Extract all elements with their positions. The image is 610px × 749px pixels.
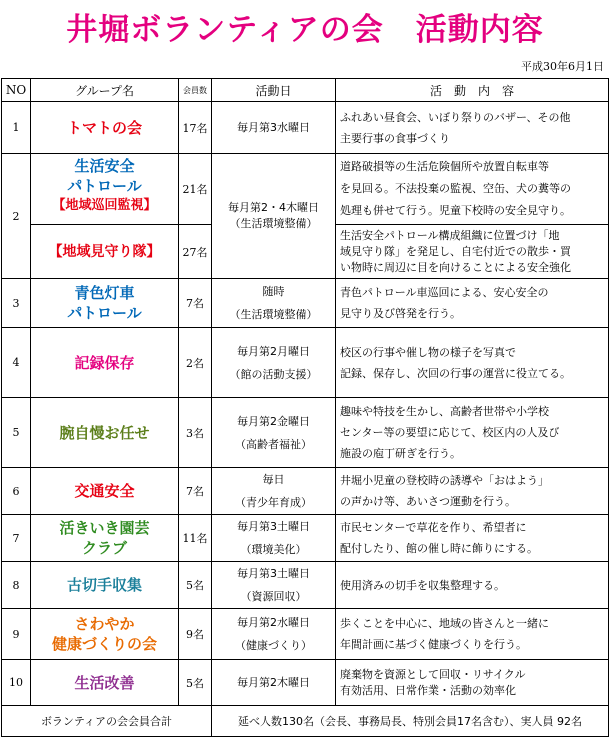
member-count: 7名	[179, 279, 212, 328]
member-count: 11名	[179, 515, 212, 562]
member-count: 7名	[179, 468, 212, 515]
content-line: 廃棄物を資源として回収・リサイクル	[340, 667, 526, 681]
group-subname: 【地域見守り隊】	[31, 225, 179, 279]
activity-day-line: 毎月第3土曜日	[237, 567, 310, 580]
table-row	[2, 279, 609, 328]
member-count: 2名	[179, 328, 212, 398]
activity-day-line: 毎日	[262, 473, 285, 486]
row-no: 8	[2, 562, 31, 609]
content-line: 道路破損等の生活危険個所や放置自転車等	[340, 160, 549, 173]
row-no: 10	[2, 660, 31, 706]
activity-day	[212, 154, 336, 279]
activity-content	[336, 660, 609, 706]
activity-day-line: （健康づくり）	[235, 639, 312, 652]
activity-day	[212, 468, 336, 515]
activity-day	[212, 328, 336, 398]
footer-label: ボランティアの会会員合計	[2, 706, 212, 737]
group-name-line: 青色灯車	[74, 284, 135, 302]
row-no: 1	[2, 102, 31, 154]
header-day: 活動日	[212, 79, 336, 102]
content-line: 見守り及び啓発を行う。	[340, 307, 461, 320]
activity-content	[336, 398, 609, 468]
group-name-line: 記録保存	[74, 353, 135, 372]
table-footer-row	[2, 706, 609, 737]
content-line: を見回る。不法投棄の監視、空缶、犬の糞等の	[340, 182, 571, 195]
member-count: 27名	[179, 225, 212, 279]
content-line: 市民センターで草花を作り、希望者に	[340, 521, 527, 534]
group-name	[31, 154, 179, 225]
activity-day-line: （環境美化）	[240, 543, 307, 556]
group-name	[31, 609, 179, 660]
row-no: 7	[2, 515, 31, 562]
activity-day-line: 随時	[262, 285, 285, 298]
table-row	[2, 562, 609, 609]
row-no: 2	[2, 154, 31, 279]
group-name-line: パトロール	[67, 177, 142, 195]
activity-content	[336, 562, 609, 609]
activity-day-line: 毎月第3水曜日	[237, 121, 310, 134]
activity-day	[212, 660, 336, 706]
content-line: 青色パトロール車巡回による、安心安全の	[340, 286, 549, 299]
content-line: センター等の要望に応じて、校区内の人及び	[340, 426, 560, 439]
activity-day-line: （青少年育成）	[235, 496, 312, 509]
group-name-line: さわやか	[74, 615, 135, 633]
group-name	[31, 279, 179, 328]
content-line: ふれあい昼食会、いぼり祭りのバザー、その他	[340, 110, 571, 124]
activity-content	[336, 468, 609, 515]
activity-day	[212, 562, 336, 609]
content-line: 生活安全パトロール構成組織に位置づけ「地	[340, 228, 560, 242]
activity-day-line: 毎月第2・4木曜日	[228, 201, 319, 214]
table-row	[2, 154, 609, 225]
row-no: 4	[2, 328, 31, 398]
content-line: 歩くことを中心に、地域の皆さんと一緒に	[340, 617, 549, 630]
content-line: 記録、保存し、次回の行事の運営に役立てる。	[340, 366, 571, 380]
header-content: 活 動 内 容	[336, 79, 609, 102]
group-name	[31, 660, 179, 706]
content-line: 校区の行事や催し物の様子を写真で	[340, 345, 516, 359]
group-name	[31, 515, 179, 562]
group-name	[31, 398, 179, 468]
activity-day	[212, 279, 336, 328]
activity-day-line: 毎月第2水曜日	[237, 616, 310, 629]
activity-table	[1, 78, 609, 737]
group-name-line: クラブ	[81, 539, 127, 557]
page-title: 井堀ボランティアの会 活動内容	[66, 12, 544, 48]
activity-day	[212, 398, 336, 468]
content-line: 有効活用、日常作業・活動の効率化	[340, 683, 516, 697]
activity-day-line: （生活環境整備）	[229, 217, 318, 230]
content-line: 井堀小児童の登校時の誘導や「おはよう」	[340, 474, 549, 487]
member-count: 17名	[179, 102, 212, 154]
member-count: 9名	[179, 609, 212, 660]
header-no: NO	[2, 79, 31, 102]
table-row	[2, 468, 609, 515]
content-line: 使用済みの切手を収集整理する。	[340, 578, 505, 592]
content-line: 処理も併せて行う。児童下校時の安全見守り。	[340, 204, 571, 217]
table-row	[2, 609, 609, 660]
content-line: 域見守り隊」を発足し、自宅付近での散歩・買	[340, 244, 571, 258]
member-count: 21名	[179, 154, 212, 225]
activity-content	[336, 154, 609, 225]
content-line: い物時に周辺に目を向けることによる安全強化	[340, 260, 571, 274]
activity-day-line: （高齢者福祉）	[235, 437, 312, 451]
row-no: 9	[2, 609, 31, 660]
group-name-line: 古切手収集	[66, 576, 142, 594]
member-count: 5名	[179, 660, 212, 706]
activity-day	[212, 102, 336, 154]
group-name-line: 腕自慢お任せ	[59, 423, 150, 442]
group-name	[31, 328, 179, 398]
activity-day-line: 毎月第2木曜日	[237, 676, 310, 689]
content-line: の声かけ等、あいさつ運動を行う。	[340, 495, 516, 508]
table-row	[2, 398, 609, 468]
group-name	[31, 468, 179, 515]
group-name	[31, 102, 179, 154]
row-no: 5	[2, 398, 31, 468]
activity-day-line: （生活環境整備）	[229, 308, 318, 321]
content-line: 年間計画に基づく健康づくりを行う。	[340, 638, 527, 651]
group-name-line: トマトの会	[66, 118, 142, 137]
activity-content	[336, 609, 609, 660]
activity-day-line: 毎月第3土曜日	[237, 520, 310, 533]
group-name-line: 生活改善	[74, 673, 135, 692]
row-no: 6	[2, 468, 31, 515]
activity-content	[336, 328, 609, 398]
document-date: 平成30年6月1日	[521, 60, 604, 73]
activity-content	[336, 102, 609, 154]
row-no: 3	[2, 279, 31, 328]
table-row	[2, 660, 609, 706]
activity-day-line: （資源回収）	[240, 590, 307, 603]
content-line: 施設の庖丁研ぎを行う。	[340, 447, 461, 460]
activity-day	[212, 515, 336, 562]
group-name-line: パトロール	[67, 304, 142, 322]
group-name-line: 生活安全	[74, 157, 135, 175]
activity-content	[336, 225, 609, 279]
header-group: グループ名	[31, 79, 179, 102]
member-count: 3名	[179, 398, 212, 468]
activity-content	[336, 515, 609, 562]
activity-content	[336, 279, 609, 328]
activity-day-line: 毎月第2月曜日	[237, 344, 310, 358]
content-line: 配付したり、館の催し時に飾りにする。	[340, 542, 538, 555]
group-name-line: 活きいき園芸	[59, 519, 150, 537]
activity-day-line: （館の活動支援）	[229, 367, 318, 381]
header-members: 会員数	[179, 79, 212, 102]
table-row	[2, 102, 609, 154]
group-name-line: 交通安全	[74, 482, 135, 500]
footer-total: 延べ人数130名（会長、事務局長、特別会員17名含む）、実人員 92名	[212, 706, 609, 737]
group-name-line: 健康づくりの会	[51, 635, 157, 653]
content-line: 主要行事の食事づくり	[340, 131, 450, 145]
table-row	[2, 328, 609, 398]
table-row	[2, 515, 609, 562]
content-line: 趣味や特技を生かし、高齢者世帯や小学校	[340, 405, 549, 418]
group-name	[31, 562, 179, 609]
group-subname: 【地域巡回監視】	[52, 198, 157, 213]
activity-day-line: 毎月第2金曜日	[237, 414, 310, 428]
member-count: 5名	[179, 562, 212, 609]
table-header-row	[2, 79, 609, 102]
activity-day	[212, 609, 336, 660]
